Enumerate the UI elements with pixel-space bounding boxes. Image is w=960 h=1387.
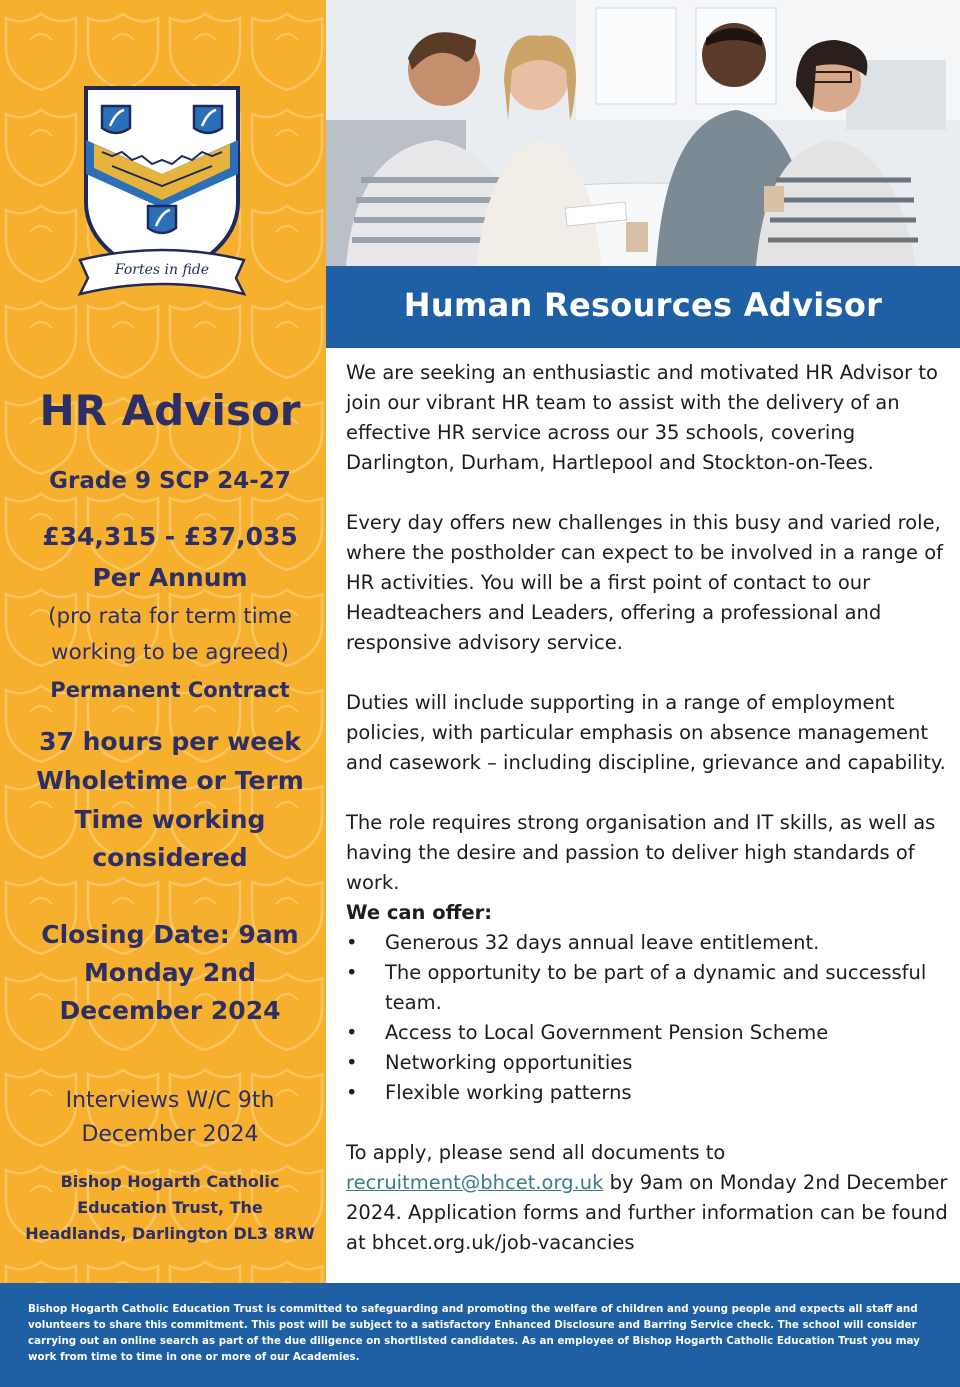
per-annum: Per Annum	[92, 563, 248, 592]
interviews-line-1: Interviews W/C 9th	[65, 1088, 275, 1113]
list-item: • Flexible working patterns	[346, 1078, 950, 1108]
team-meeting-photo	[326, 0, 960, 266]
closing-date-line-2: Monday 2nd	[84, 958, 256, 987]
pro-rata-line-1: (pro rata for term time	[48, 604, 292, 629]
hours-line-3: Time working	[74, 805, 266, 834]
title-banner	[326, 266, 960, 348]
safeguarding-footer	[0, 1283, 960, 1387]
skills-paragraph: The role requires strong organisation and IT skills, as well as having the desire and passion to deliver high standards of work.	[346, 811, 936, 894]
hours-line-1: 37 hours per week	[39, 727, 301, 756]
closing-date-line-1: Closing Date: 9am	[41, 920, 299, 949]
grade: Grade 9 SCP 24-27	[49, 468, 291, 494]
apply-prefix: To apply, please send all documents to	[346, 1141, 726, 1164]
duties-paragraph: Duties will include supporting in a range of employment policies, with particular emphasis on absence management and casework – including discipline, grievance and capability.	[346, 691, 946, 774]
sidebar	[0, 0, 326, 1283]
salary: £34,315 - £37,035	[42, 522, 298, 551]
apply-paragraph	[346, 1138, 950, 1258]
list-item: • Access to Local Government Pension Scheme	[346, 1018, 950, 1048]
offer-list	[346, 928, 950, 1108]
bullet-icon: •	[346, 1021, 358, 1044]
hours-line-2: Wholetime or Term	[36, 766, 304, 795]
bullet-icon: •	[346, 1051, 358, 1074]
job-description	[346, 358, 950, 1258]
bullet-icon: •	[346, 961, 358, 984]
address-line-1: Bishop Hogarth Catholic	[60, 1172, 280, 1191]
school-crest-logo	[72, 82, 252, 307]
role-paragraph: Every day offers new challenges in this busy and varied role, where the postholder can expect to be involved in a range of HR activities. You will be a first point of contact to our Headteachers and Leaders, offering a professional and responsive advisory service.	[346, 511, 944, 654]
role-title: HR Advisor	[39, 386, 301, 435]
address-line-3: Headlands, Darlington DL3 8RW	[25, 1224, 315, 1243]
offer-heading: We can offer:	[346, 901, 493, 924]
recruitment-email-link[interactable]: recruitment@bhcet.org.uk	[346, 1171, 604, 1194]
pro-rata-line-2: working to be agreed)	[51, 640, 289, 665]
apply-suffix: by 9am on Monday 2nd December 2024. Application forms and further information can be found at bhcet.org.uk/job-vacancies	[346, 1171, 948, 1254]
list-item: • Generous 32 days annual leave entitlement.	[346, 928, 950, 958]
closing-date-line-3: December 2024	[59, 996, 281, 1025]
list-item: • The opportunity to be part of a dynamic and successful team.	[346, 958, 950, 1018]
bullet-icon: •	[346, 931, 358, 954]
list-item: • Networking opportunities	[346, 1048, 950, 1078]
hours-line-4: considered	[92, 843, 248, 872]
address-line-2: Education Trust, The	[77, 1198, 263, 1217]
bullet-icon: •	[346, 1081, 358, 1104]
contract-type: Permanent Contract	[50, 678, 290, 702]
interviews-line-2: December 2024	[81, 1122, 259, 1147]
intro-paragraph: We are seeking an enthusiastic and motivated HR Advisor to join our vibrant HR team to assist with the delivery of an effective HR service across our 35 schools, covering Darlington, Durham, Hartlepool and Stockton-on-Tees.	[346, 361, 938, 474]
crest-motto: Fortes in fide	[114, 262, 210, 278]
page-title: Human Resources Advisor	[403, 286, 883, 324]
safeguarding-statement: Bishop Hogarth Catholic Education Trust is committed to safeguarding and promoting the welfare of children and young people and expects all staff and volunteers to share this commitment. This post will be subject to a satisfactory Enhanced Disclosure and Barring Service check. The school will consider carrying out an online search as part of the due diligence on shortlisted candidates. As an employee of Bishop Hogarth Catholic Education Trust you may work from time to time in one or more of our Academies.	[28, 1303, 920, 1363]
